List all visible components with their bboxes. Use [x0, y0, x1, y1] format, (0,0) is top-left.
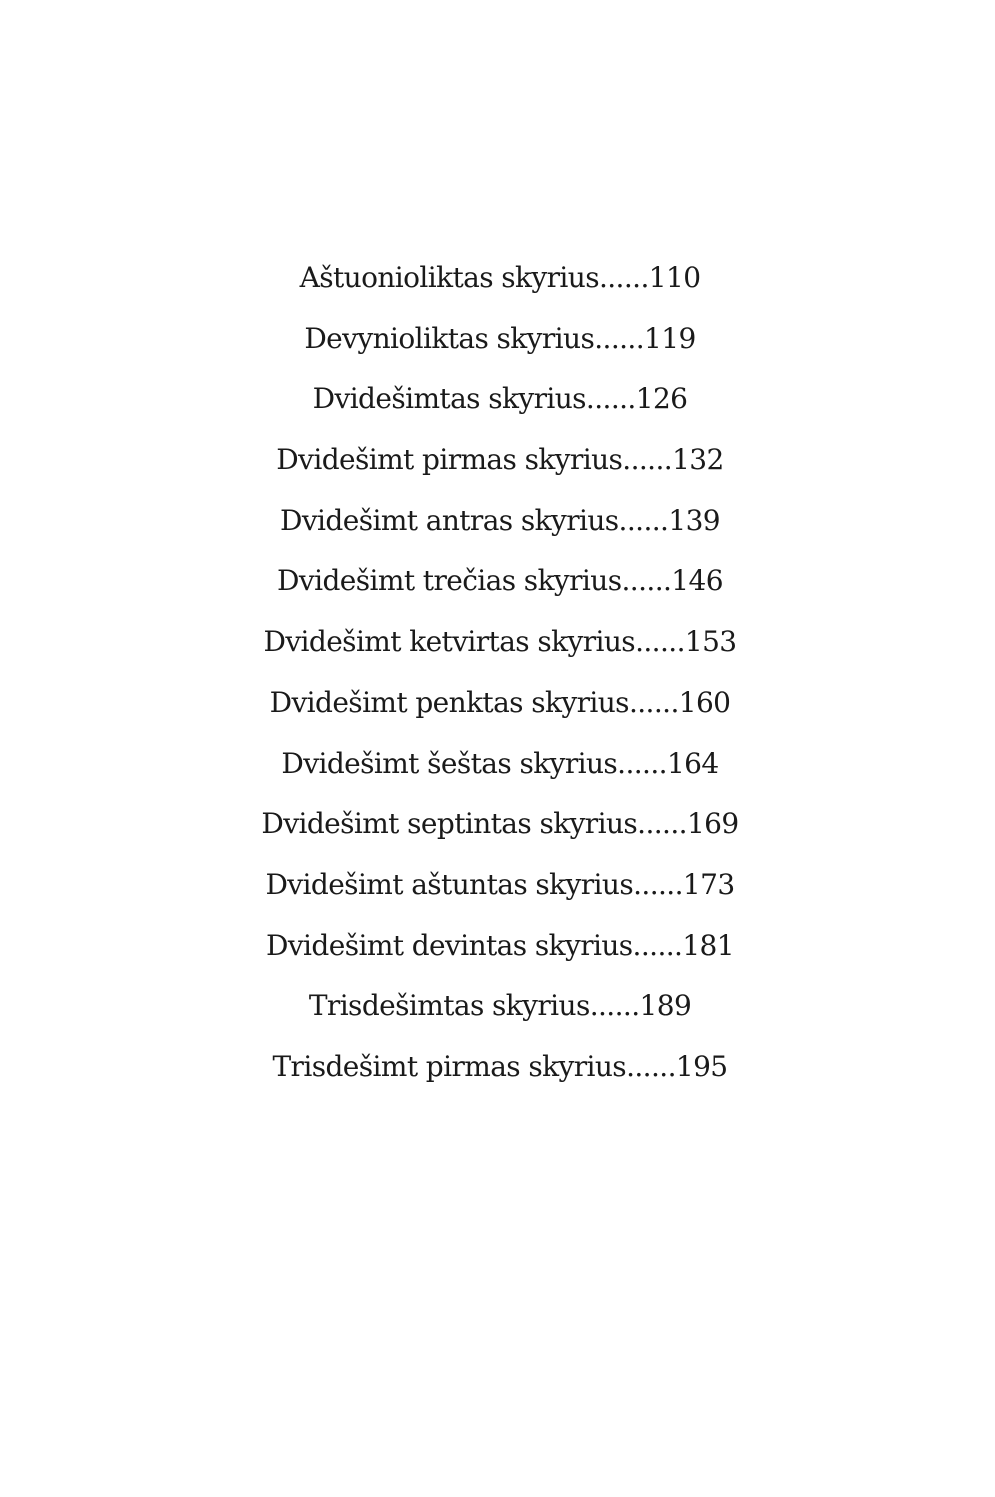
toc-entry-22: Dvidešimt antras skyrius......139 — [279, 503, 720, 537]
toc-entry-31: Trisdešimt pirmas skyrius......195 — [272, 1049, 728, 1083]
toc-entry-19: Devynioliktas skyrius......119 — [304, 321, 696, 355]
toc-entry-30: Trisdešimtas skyrius......189 — [308, 989, 692, 1023]
toc-entry-18: Aštuonioliktas skyrius......110 — [299, 261, 701, 294]
toc-entry-29: Dvidešimt devintas skyrius......181 — [265, 928, 734, 962]
toc-entry-26: Dvidešimt šeštas skyrius......164 — [281, 746, 719, 780]
toc-entry-20: Dvidešimtas skyrius......126 — [312, 382, 688, 416]
table-of-contents — [0, 254, 995, 1104]
toc-entry-24: Dvidešimt ketvirtas skyrius......153 — [263, 625, 737, 659]
toc-entry-28: Dvidešimt aštuntas skyrius......173 — [265, 867, 735, 901]
toc-entry-21: Dvidešimt pirmas skyrius......132 — [276, 443, 724, 477]
toc-entry-27: Dvidešimt septintas skyrius......169 — [261, 807, 739, 841]
toc-entry-23: Dvidešimt trečias skyrius......146 — [277, 564, 723, 598]
toc-entry-25: Dvidešimt penktas skyrius......160 — [269, 685, 731, 719]
